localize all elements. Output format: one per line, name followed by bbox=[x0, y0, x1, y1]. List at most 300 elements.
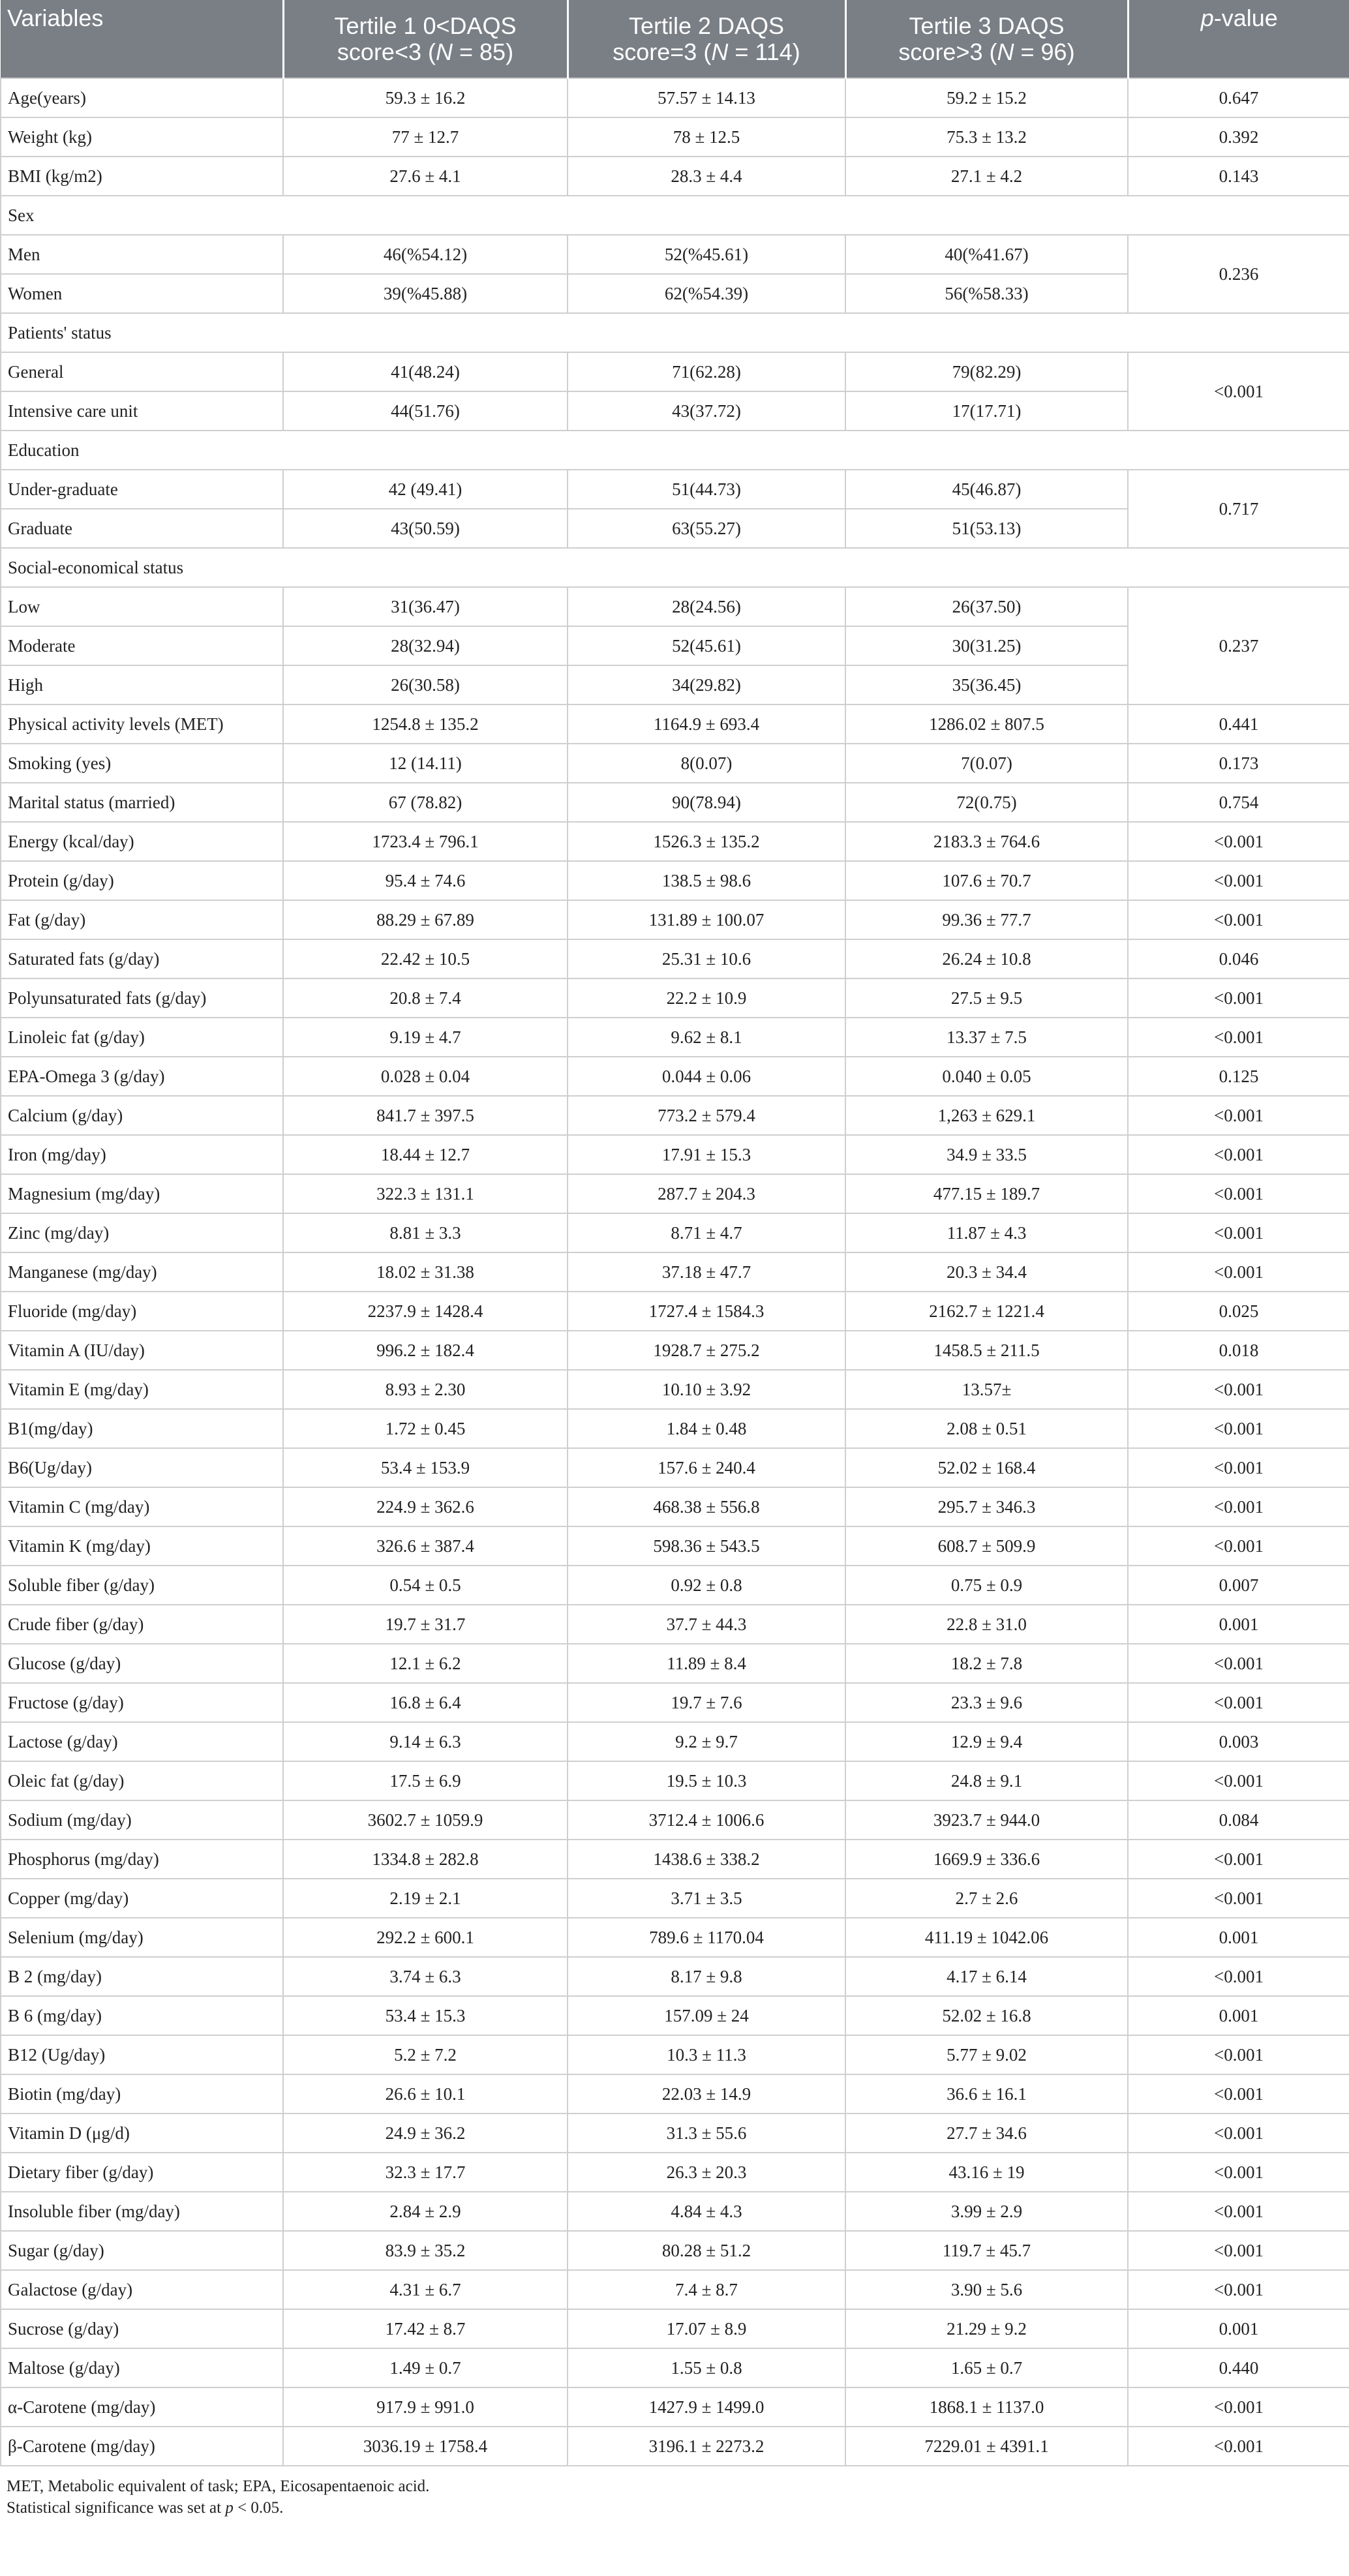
cell-tertile-3: 45(46.87) bbox=[845, 470, 1128, 509]
cell-tertile-3: 13.37 ± 7.5 bbox=[845, 1018, 1128, 1057]
section-label: Social-economical status bbox=[1, 548, 1349, 587]
cell-tertile-3: 21.29 ± 9.2 bbox=[845, 2309, 1128, 2348]
cell-p-value: <0.001 bbox=[1128, 1370, 1349, 1409]
cell-tertile-3: 52.02 ± 168.4 bbox=[845, 1448, 1128, 1487]
table-row bbox=[1, 1487, 1349, 1526]
cell-tertile-1: 1.49 ± 0.7 bbox=[283, 2348, 568, 2387]
cell-tertile-2: 4.84 ± 4.3 bbox=[568, 2192, 845, 2231]
cell-tertile-1: 12.1 ± 6.2 bbox=[283, 1644, 568, 1683]
cell-tertile-3: 17(17.71) bbox=[845, 391, 1128, 431]
cell-p-value: <0.001 bbox=[1128, 352, 1349, 431]
row-variable: Protein (g/day) bbox=[1, 861, 283, 900]
cell-p-value: <0.001 bbox=[1128, 2035, 1349, 2074]
cell-tertile-1: 224.9 ± 362.6 bbox=[283, 1487, 568, 1526]
table-row bbox=[1, 1135, 1349, 1174]
cell-tertile-2: 9.2 ± 9.7 bbox=[568, 1722, 845, 1761]
cell-tertile-2: 51(44.73) bbox=[568, 470, 845, 509]
row-variable: Graduate bbox=[1, 509, 283, 548]
cell-tertile-2: 8(0.07) bbox=[568, 744, 845, 783]
row-variable: B 2 (mg/day) bbox=[1, 1957, 283, 1996]
cell-p-value: 0.001 bbox=[1128, 1918, 1349, 1957]
cell-tertile-3: 3.99 ± 2.9 bbox=[845, 2192, 1128, 2231]
cell-p-value: 0.717 bbox=[1128, 470, 1349, 548]
cell-tertile-1: 41(48.24) bbox=[283, 352, 568, 391]
cell-tertile-3: 27.7 ± 34.6 bbox=[845, 2114, 1128, 2153]
cell-tertile-3: 18.2 ± 7.8 bbox=[845, 1644, 1128, 1683]
row-variable: EPA-Omega 3 (g/day) bbox=[1, 1057, 283, 1096]
cell-tertile-3: 79(82.29) bbox=[845, 352, 1128, 391]
row-variable: Energy (kcal/day) bbox=[1, 822, 283, 861]
cell-p-value: 0.001 bbox=[1128, 1996, 1349, 2035]
row-variable: B12 (Ug/day) bbox=[1, 2035, 283, 2074]
cell-p-value: <0.001 bbox=[1128, 2270, 1349, 2309]
row-variable: Dietary fiber (g/day) bbox=[1, 2153, 283, 2192]
table-body bbox=[1, 78, 1349, 2466]
cell-tertile-2: 1526.3 ± 135.2 bbox=[568, 822, 845, 861]
row-variable: Low bbox=[1, 587, 283, 626]
cell-tertile-1: 0.54 ± 0.5 bbox=[283, 1566, 568, 1605]
row-variable: General bbox=[1, 352, 283, 391]
cell-tertile-3: 35(36.45) bbox=[845, 665, 1128, 705]
cell-tertile-1: 17.42 ± 8.7 bbox=[283, 2309, 568, 2348]
table-row bbox=[1, 822, 1349, 861]
cell-tertile-1: 59.3 ± 16.2 bbox=[283, 78, 568, 117]
cell-tertile-2: 37.7 ± 44.3 bbox=[568, 1605, 845, 1644]
row-variable: Moderate bbox=[1, 626, 283, 665]
table-row bbox=[1, 1761, 1349, 1800]
cell-tertile-1: 2237.9 ± 1428.4 bbox=[283, 1292, 568, 1331]
cell-tertile-2: 468.38 ± 556.8 bbox=[568, 1487, 845, 1526]
cell-p-value: <0.001 bbox=[1128, 1135, 1349, 1174]
cell-tertile-2: 37.18 ± 47.7 bbox=[568, 1252, 845, 1292]
cell-tertile-1: 53.4 ± 153.9 bbox=[283, 1448, 568, 1487]
cell-p-value: 0.392 bbox=[1128, 117, 1349, 157]
table-row bbox=[1, 1331, 1349, 1370]
cell-tertile-2: 31.3 ± 55.6 bbox=[568, 2114, 845, 2153]
table-row bbox=[1, 2192, 1349, 2231]
cell-tertile-1: 32.3 ± 17.7 bbox=[283, 2153, 568, 2192]
table-row bbox=[1, 2114, 1349, 2153]
table-row bbox=[1, 1018, 1349, 1057]
cell-p-value: 0.237 bbox=[1128, 587, 1349, 705]
cell-p-value: 0.025 bbox=[1128, 1292, 1349, 1331]
cell-tertile-1: 95.4 ± 74.6 bbox=[283, 861, 568, 900]
header-p-value: p-value bbox=[1128, 0, 1349, 78]
row-variable: Sodium (mg/day) bbox=[1, 1800, 283, 1840]
row-variable: α-Carotene (mg/day) bbox=[1, 2387, 283, 2427]
cell-tertile-1: 917.9 ± 991.0 bbox=[283, 2387, 568, 2427]
table-row bbox=[1, 78, 1349, 117]
cell-p-value: 0.440 bbox=[1128, 2348, 1349, 2387]
section-row bbox=[1, 548, 1349, 587]
cell-p-value: <0.001 bbox=[1128, 1409, 1349, 1448]
cell-tertile-1: 28(32.94) bbox=[283, 626, 568, 665]
cell-tertile-1: 18.02 ± 31.38 bbox=[283, 1252, 568, 1292]
table-row bbox=[1, 705, 1349, 744]
cell-tertile-2: 28.3 ± 4.4 bbox=[568, 157, 845, 196]
cell-tertile-1: 5.2 ± 7.2 bbox=[283, 2035, 568, 2074]
cell-tertile-2: 1928.7 ± 275.2 bbox=[568, 1331, 845, 1370]
cell-tertile-1: 0.028 ± 0.04 bbox=[283, 1057, 568, 1096]
cell-tertile-3: 2.08 ± 0.51 bbox=[845, 1409, 1128, 1448]
row-variable: Copper (mg/day) bbox=[1, 1879, 283, 1918]
table-row bbox=[1, 117, 1349, 157]
cell-p-value: <0.001 bbox=[1128, 1018, 1349, 1057]
cell-tertile-3: 411.19 ± 1042.06 bbox=[845, 1918, 1128, 1957]
cell-p-value: 0.441 bbox=[1128, 705, 1349, 744]
table-row bbox=[1, 783, 1349, 822]
cell-tertile-3: 608.7 ± 509.9 bbox=[845, 1526, 1128, 1566]
cell-tertile-1: 26(30.58) bbox=[283, 665, 568, 705]
cell-tertile-1: 322.3 ± 131.1 bbox=[283, 1174, 568, 1213]
table-row bbox=[1, 1409, 1349, 1448]
row-variable: Glucose (g/day) bbox=[1, 1644, 283, 1683]
cell-tertile-3: 7(0.07) bbox=[845, 744, 1128, 783]
cell-tertile-3: 119.7 ± 45.7 bbox=[845, 2231, 1128, 2270]
cell-tertile-2: 22.2 ± 10.9 bbox=[568, 978, 845, 1018]
cell-tertile-2: 19.7 ± 7.6 bbox=[568, 1683, 845, 1722]
row-variable: β-Carotene (mg/day) bbox=[1, 2427, 283, 2466]
cell-tertile-2: 80.28 ± 51.2 bbox=[568, 2231, 845, 2270]
cell-p-value: <0.001 bbox=[1128, 1252, 1349, 1292]
cell-tertile-3: 1868.1 ± 1137.0 bbox=[845, 2387, 1128, 2427]
cell-tertile-2: 57.57 ± 14.13 bbox=[568, 78, 845, 117]
cell-tertile-2: 19.5 ± 10.3 bbox=[568, 1761, 845, 1800]
row-variable: Weight (kg) bbox=[1, 117, 283, 157]
table-row bbox=[1, 1879, 1349, 1918]
table-row bbox=[1, 2348, 1349, 2387]
section-row bbox=[1, 431, 1349, 470]
row-variable: Manganese (mg/day) bbox=[1, 1252, 283, 1292]
cell-p-value: 0.001 bbox=[1128, 2309, 1349, 2348]
table-row bbox=[1, 157, 1349, 196]
section-row bbox=[1, 196, 1349, 235]
row-variable: Vitamin D (μg/d) bbox=[1, 2114, 283, 2153]
table-row bbox=[1, 2231, 1349, 2270]
cell-tertile-2: 1.55 ± 0.8 bbox=[568, 2348, 845, 2387]
cell-tertile-3: 22.8 ± 31.0 bbox=[845, 1605, 1128, 1644]
cell-p-value: <0.001 bbox=[1128, 822, 1349, 861]
cell-tertile-3: 4.17 ± 6.14 bbox=[845, 1957, 1128, 1996]
table-row bbox=[1, 2035, 1349, 2074]
cell-p-value: <0.001 bbox=[1128, 1213, 1349, 1252]
cell-tertile-1: 996.2 ± 182.4 bbox=[283, 1331, 568, 1370]
cell-tertile-3: 2162.7 ± 1221.4 bbox=[845, 1292, 1128, 1331]
cell-tertile-2: 11.89 ± 8.4 bbox=[568, 1644, 845, 1683]
table-row bbox=[1, 1448, 1349, 1487]
cell-p-value: 0.003 bbox=[1128, 1722, 1349, 1761]
row-variable: Fructose (g/day) bbox=[1, 1683, 283, 1722]
row-variable: Age(years) bbox=[1, 78, 283, 117]
cell-tertile-1: 3036.19 ± 1758.4 bbox=[283, 2427, 568, 2466]
cell-tertile-1: 27.6 ± 4.1 bbox=[283, 157, 568, 196]
cell-p-value: 0.007 bbox=[1128, 1566, 1349, 1605]
row-variable: Zinc (mg/day) bbox=[1, 1213, 283, 1252]
cell-tertile-1: 22.42 ± 10.5 bbox=[283, 939, 568, 978]
cell-p-value: <0.001 bbox=[1128, 900, 1349, 939]
table-row bbox=[1, 352, 1349, 391]
cell-tertile-1: 292.2 ± 600.1 bbox=[283, 1918, 568, 1957]
cell-tertile-3: 30(31.25) bbox=[845, 626, 1128, 665]
cell-tertile-2: 28(24.56) bbox=[568, 587, 845, 626]
cell-tertile-3: 56(%58.33) bbox=[845, 274, 1128, 313]
row-variable: B 6 (mg/day) bbox=[1, 1996, 283, 2035]
cell-tertile-2: 78 ± 12.5 bbox=[568, 117, 845, 157]
cell-tertile-1: 44(51.76) bbox=[283, 391, 568, 431]
cell-p-value: 0.236 bbox=[1128, 235, 1349, 313]
cell-tertile-1: 83.9 ± 35.2 bbox=[283, 2231, 568, 2270]
cell-tertile-2: 789.6 ± 1170.04 bbox=[568, 1918, 845, 1957]
cell-tertile-2: 1427.9 ± 1499.0 bbox=[568, 2387, 845, 2427]
section-label: Patients' status bbox=[1, 313, 1349, 352]
cell-tertile-2: 0.044 ± 0.06 bbox=[568, 1057, 845, 1096]
cell-tertile-1: 1723.4 ± 796.1 bbox=[283, 822, 568, 861]
row-variable: Intensive care unit bbox=[1, 391, 283, 431]
cell-tertile-3: 1669.9 ± 336.6 bbox=[845, 1840, 1128, 1879]
cell-tertile-3: 3.90 ± 5.6 bbox=[845, 2270, 1128, 2309]
cell-tertile-2: 1164.9 ± 693.4 bbox=[568, 705, 845, 744]
row-variable: Crude fiber (g/day) bbox=[1, 1605, 283, 1644]
cell-tertile-3: 5.77 ± 9.02 bbox=[845, 2035, 1128, 2074]
row-variable: Iron (mg/day) bbox=[1, 1135, 283, 1174]
cell-p-value: <0.001 bbox=[1128, 2192, 1349, 2231]
cell-tertile-1: 9.19 ± 4.7 bbox=[283, 1018, 568, 1057]
header-tertile-2: Tertile 2 DAQS score=3 (N = 114) bbox=[568, 0, 845, 78]
cell-tertile-1: 8.93 ± 2.30 bbox=[283, 1370, 568, 1409]
cell-tertile-2: 90(78.94) bbox=[568, 783, 845, 822]
cell-tertile-2: 1727.4 ± 1584.3 bbox=[568, 1292, 845, 1331]
cell-p-value: <0.001 bbox=[1128, 1644, 1349, 1683]
cell-tertile-2: 62(%54.39) bbox=[568, 274, 845, 313]
cell-tertile-1: 841.7 ± 397.5 bbox=[283, 1096, 568, 1135]
cell-p-value: <0.001 bbox=[1128, 2153, 1349, 2192]
cell-tertile-3: 72(0.75) bbox=[845, 783, 1128, 822]
cell-tertile-3: 2183.3 ± 764.6 bbox=[845, 822, 1128, 861]
cell-tertile-3: 36.6 ± 16.1 bbox=[845, 2074, 1128, 2114]
cell-tertile-3: 295.7 ± 346.3 bbox=[845, 1487, 1128, 1526]
cell-tertile-2: 1438.6 ± 338.2 bbox=[568, 1840, 845, 1879]
cell-tertile-1: 43(50.59) bbox=[283, 509, 568, 548]
cell-tertile-1: 1254.8 ± 135.2 bbox=[283, 705, 568, 744]
cell-tertile-1: 9.14 ± 6.3 bbox=[283, 1722, 568, 1761]
table-row bbox=[1, 1840, 1349, 1879]
cell-p-value: 0.647 bbox=[1128, 78, 1349, 117]
cell-tertile-2: 8.17 ± 9.8 bbox=[568, 1957, 845, 1996]
row-variable: Polyunsaturated fats (g/day) bbox=[1, 978, 283, 1018]
row-variable: Calcium (g/day) bbox=[1, 1096, 283, 1135]
cell-tertile-3: 1458.5 ± 211.5 bbox=[845, 1331, 1128, 1370]
cell-tertile-2: 3712.4 ± 1006.6 bbox=[568, 1800, 845, 1840]
section-label: Sex bbox=[1, 196, 1349, 235]
table-row bbox=[1, 587, 1349, 626]
cell-tertile-3: 477.15 ± 189.7 bbox=[845, 1174, 1128, 1213]
cell-tertile-2: 7.4 ± 8.7 bbox=[568, 2270, 845, 2309]
cell-tertile-1: 19.7 ± 31.7 bbox=[283, 1605, 568, 1644]
cell-tertile-1: 42 (49.41) bbox=[283, 470, 568, 509]
cell-tertile-2: 0.92 ± 0.8 bbox=[568, 1566, 845, 1605]
table-row bbox=[1, 235, 1349, 274]
cell-tertile-2: 138.5 ± 98.6 bbox=[568, 861, 845, 900]
table-row bbox=[1, 1957, 1349, 1996]
cell-tertile-1: 46(%54.12) bbox=[283, 235, 568, 274]
table-row bbox=[1, 1918, 1349, 1957]
cell-p-value: 0.018 bbox=[1128, 1331, 1349, 1370]
cell-p-value: <0.001 bbox=[1128, 2074, 1349, 2114]
cell-tertile-3: 1,263 ± 629.1 bbox=[845, 1096, 1128, 1135]
cell-tertile-3: 51(53.13) bbox=[845, 509, 1128, 548]
cell-p-value: <0.001 bbox=[1128, 2114, 1349, 2153]
row-variable: Under-graduate bbox=[1, 470, 283, 509]
cell-p-value: 0.754 bbox=[1128, 783, 1349, 822]
table-row bbox=[1, 2427, 1349, 2466]
cell-tertile-3: 13.57± bbox=[845, 1370, 1128, 1409]
row-variable: Vitamin K (mg/day) bbox=[1, 1526, 283, 1566]
cell-p-value: 0.173 bbox=[1128, 744, 1349, 783]
cell-tertile-2: 10.3 ± 11.3 bbox=[568, 2035, 845, 2074]
footnote-significance: Statistical significance was set at p < 0.05. bbox=[7, 2499, 284, 2517]
cell-tertile-2: 63(55.27) bbox=[568, 509, 845, 548]
table-row bbox=[1, 1722, 1349, 1761]
cell-tertile-3: 0.75 ± 0.9 bbox=[845, 1566, 1128, 1605]
table-row bbox=[1, 978, 1349, 1018]
cell-p-value: <0.001 bbox=[1128, 978, 1349, 1018]
cell-tertile-1: 2.84 ± 2.9 bbox=[283, 2192, 568, 2231]
cell-tertile-1: 18.44 ± 12.7 bbox=[283, 1135, 568, 1174]
header-tertile-3: Tertile 3 DAQS score>3 (N = 96) bbox=[845, 0, 1128, 78]
row-variable: Saturated fats (g/day) bbox=[1, 939, 283, 978]
row-variable: Galactose (g/day) bbox=[1, 2270, 283, 2309]
header-tertile-1: Tertile 1 0<DAQS score<3 (N = 85) bbox=[283, 0, 568, 78]
table-row bbox=[1, 1292, 1349, 1331]
row-variable: Fat (g/day) bbox=[1, 900, 283, 939]
table-row bbox=[1, 1174, 1349, 1213]
cell-tertile-2: 22.03 ± 14.9 bbox=[568, 2074, 845, 2114]
row-variable: Women bbox=[1, 274, 283, 313]
cell-tertile-3: 26.24 ± 10.8 bbox=[845, 939, 1128, 978]
cell-tertile-3: 23.3 ± 9.6 bbox=[845, 1683, 1128, 1722]
cell-tertile-3: 59.2 ± 15.2 bbox=[845, 78, 1128, 117]
cell-tertile-1: 17.5 ± 6.9 bbox=[283, 1761, 568, 1800]
cell-tertile-1: 39(%45.88) bbox=[283, 274, 568, 313]
cell-tertile-2: 3.71 ± 3.5 bbox=[568, 1879, 845, 1918]
cell-tertile-1: 20.8 ± 7.4 bbox=[283, 978, 568, 1018]
row-variable: Vitamin A (IU/day) bbox=[1, 1331, 283, 1370]
row-variable: Smoking (yes) bbox=[1, 744, 283, 783]
cell-p-value: <0.001 bbox=[1128, 2427, 1349, 2466]
table-row bbox=[1, 1213, 1349, 1252]
cell-tertile-2: 25.31 ± 10.6 bbox=[568, 939, 845, 978]
cell-p-value: <0.001 bbox=[1128, 2387, 1349, 2427]
table-row bbox=[1, 1096, 1349, 1135]
cell-tertile-1: 24.9 ± 36.2 bbox=[283, 2114, 568, 2153]
table-row bbox=[1, 939, 1349, 978]
cell-tertile-2: 10.10 ± 3.92 bbox=[568, 1370, 845, 1409]
cell-tertile-2: 1.84 ± 0.48 bbox=[568, 1409, 845, 1448]
row-variable: Selenium (mg/day) bbox=[1, 1918, 283, 1957]
cell-p-value: 0.125 bbox=[1128, 1057, 1349, 1096]
table-row bbox=[1, 2309, 1349, 2348]
section-row bbox=[1, 313, 1349, 352]
cell-tertile-3: 1.65 ± 0.7 bbox=[845, 2348, 1128, 2387]
cell-tertile-1: 88.29 ± 67.89 bbox=[283, 900, 568, 939]
row-variable: Marital status (married) bbox=[1, 783, 283, 822]
cell-p-value: <0.001 bbox=[1128, 1683, 1349, 1722]
row-variable: Magnesium (mg/day) bbox=[1, 1174, 283, 1213]
cell-tertile-1: 326.6 ± 387.4 bbox=[283, 1526, 568, 1566]
cell-p-value: 0.084 bbox=[1128, 1800, 1349, 1840]
cell-tertile-3: 43.16 ± 19 bbox=[845, 2153, 1128, 2192]
cell-tertile-2: 43(37.72) bbox=[568, 391, 845, 431]
table-row bbox=[1, 1057, 1349, 1096]
cell-tertile-1: 31(36.47) bbox=[283, 587, 568, 626]
row-variable: Soluble fiber (g/day) bbox=[1, 1566, 283, 1605]
table-row bbox=[1, 2153, 1349, 2192]
cell-p-value: <0.001 bbox=[1128, 1448, 1349, 1487]
cell-tertile-1: 3.74 ± 6.3 bbox=[283, 1957, 568, 1996]
row-variable: Biotin (mg/day) bbox=[1, 2074, 283, 2114]
cell-tertile-3: 26(37.50) bbox=[845, 587, 1128, 626]
cell-tertile-1: 8.81 ± 3.3 bbox=[283, 1213, 568, 1252]
cell-p-value: <0.001 bbox=[1128, 1840, 1349, 1879]
cell-p-value: 0.143 bbox=[1128, 157, 1349, 196]
cell-tertile-1: 4.31 ± 6.7 bbox=[283, 2270, 568, 2309]
table-row bbox=[1, 1252, 1349, 1292]
cell-tertile-3: 12.9 ± 9.4 bbox=[845, 1722, 1128, 1761]
cell-tertile-3: 107.6 ± 70.7 bbox=[845, 861, 1128, 900]
cell-tertile-3: 3923.7 ± 944.0 bbox=[845, 1800, 1128, 1840]
row-variable: Sugar (g/day) bbox=[1, 2231, 283, 2270]
cell-tertile-1: 3602.7 ± 1059.9 bbox=[283, 1800, 568, 1840]
cell-tertile-3: 52.02 ± 16.8 bbox=[845, 1996, 1128, 2035]
cell-tertile-1: 26.6 ± 10.1 bbox=[283, 2074, 568, 2114]
table-row bbox=[1, 1683, 1349, 1722]
row-variable: Sucrose (g/day) bbox=[1, 2309, 283, 2348]
cell-tertile-1: 12 (14.11) bbox=[283, 744, 568, 783]
cell-tertile-2: 52(45.61) bbox=[568, 626, 845, 665]
table-row bbox=[1, 1996, 1349, 2035]
cell-tertile-3: 20.3 ± 34.4 bbox=[845, 1252, 1128, 1292]
table-row bbox=[1, 470, 1349, 509]
table-row bbox=[1, 2074, 1349, 2114]
cell-tertile-2: 598.36 ± 543.5 bbox=[568, 1526, 845, 1566]
cell-tertile-2: 773.2 ± 579.4 bbox=[568, 1096, 845, 1135]
cell-p-value: <0.001 bbox=[1128, 1879, 1349, 1918]
cell-tertile-1: 1334.8 ± 282.8 bbox=[283, 1840, 568, 1879]
cell-p-value: <0.001 bbox=[1128, 1957, 1349, 1996]
header-row bbox=[1, 0, 1349, 78]
row-variable: Phosphorus (mg/day) bbox=[1, 1840, 283, 1879]
row-variable: Physical activity levels (MET) bbox=[1, 705, 283, 744]
row-variable: Insoluble fiber (mg/day) bbox=[1, 2192, 283, 2231]
section-label: Education bbox=[1, 431, 1349, 470]
cell-p-value: 0.001 bbox=[1128, 1605, 1349, 1644]
cell-tertile-1: 77 ± 12.7 bbox=[283, 117, 568, 157]
cell-tertile-2: 131.89 ± 100.07 bbox=[568, 900, 845, 939]
table-row bbox=[1, 1605, 1349, 1644]
cell-tertile-3: 75.3 ± 13.2 bbox=[845, 117, 1128, 157]
row-variable: Fluoride (mg/day) bbox=[1, 1292, 283, 1331]
cell-p-value: <0.001 bbox=[1128, 1761, 1349, 1800]
row-variable: BMI (kg/m2) bbox=[1, 157, 283, 196]
cell-tertile-3: 27.1 ± 4.2 bbox=[845, 157, 1128, 196]
cell-tertile-3: 0.040 ± 0.05 bbox=[845, 1057, 1128, 1096]
cell-tertile-2: 157.09 ± 24 bbox=[568, 1996, 845, 2035]
row-variable: Oleic fat (g/day) bbox=[1, 1761, 283, 1800]
cell-tertile-2: 157.6 ± 240.4 bbox=[568, 1448, 845, 1487]
table-row bbox=[1, 1644, 1349, 1683]
table-row bbox=[1, 1370, 1349, 1409]
table-row bbox=[1, 2387, 1349, 2427]
